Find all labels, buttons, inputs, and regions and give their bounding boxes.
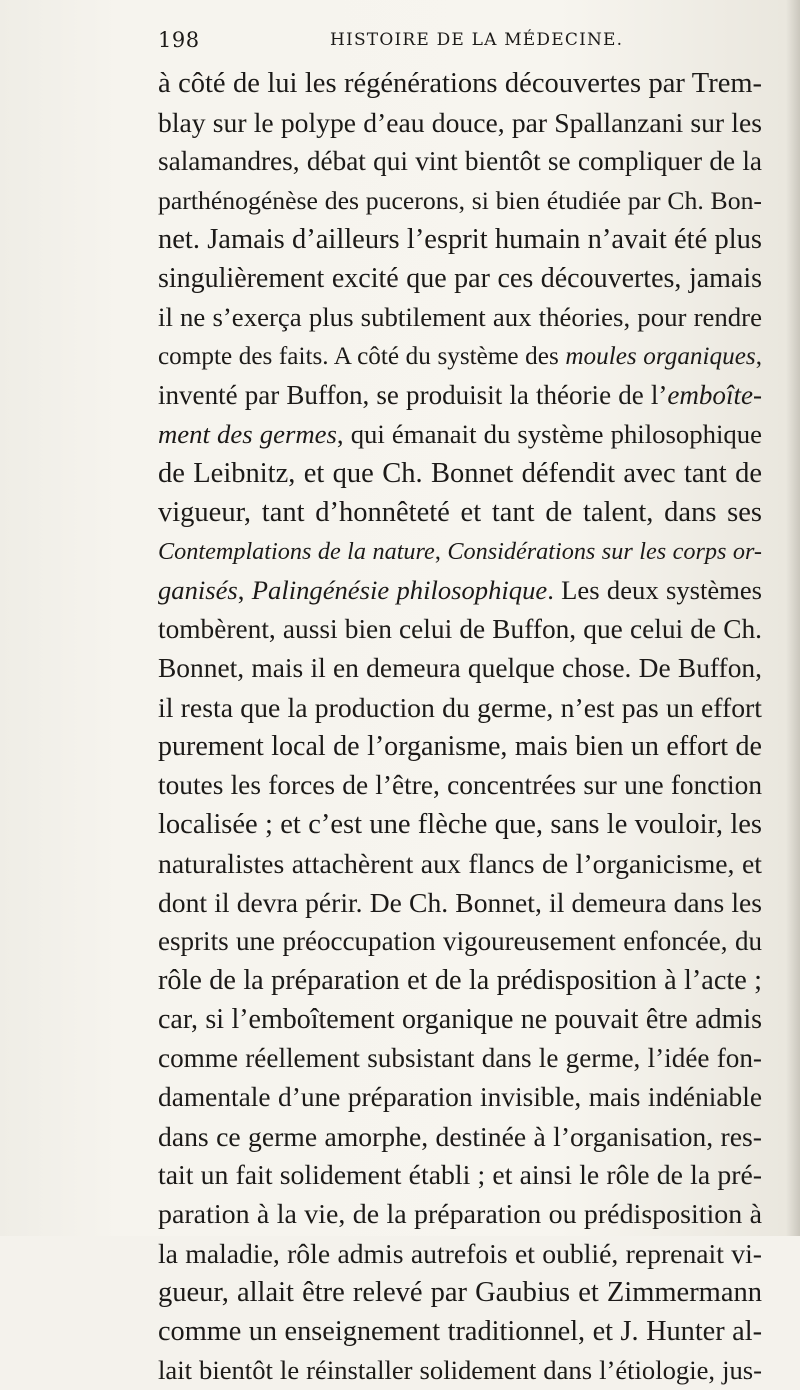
text-line [158, 532, 762, 571]
text-line [158, 688, 762, 727]
italic-text: Contemplations de la nature [158, 538, 435, 565]
text-line [158, 727, 762, 766]
text-segment: tombèrent, aussi bien celui de Buffon, que celui de Ch. [158, 614, 762, 644]
text-segment: singulièrement excité que par ces découvertes, jamais [158, 263, 762, 294]
italic-text: moules organiques [565, 343, 756, 370]
text-line [158, 766, 762, 805]
text-segment: naturalistes attachèrent aux flancs de l’organicisme, et [158, 848, 762, 879]
page-edge-shadow [786, 0, 800, 1236]
text-line [158, 610, 762, 649]
text-line [158, 844, 762, 883]
text-line [158, 805, 762, 844]
text-line [158, 454, 762, 493]
text-segment: paration à la vie, de la préparation ou prédisposition à [158, 1199, 762, 1230]
text-line [158, 1039, 762, 1078]
text-segment: inventé par Buffon, se produisit la théorie de l’ [158, 380, 668, 410]
text-line [158, 181, 762, 220]
text-line [158, 220, 762, 259]
text-segment: purement local de l’organisme, mais bien un effort de [158, 731, 762, 762]
text-segment: comme réellement subsistant dans le germe, l’idée fon- [158, 1043, 762, 1073]
text-line [158, 1234, 762, 1273]
text-line [158, 571, 762, 610]
page-number: 198 [158, 28, 200, 52]
text-segment: dont il devra périr. De Ch. Bonnet, il demeura dans les [158, 887, 762, 918]
text-segment: damentale d’une préparation invisible, mais indéniable [158, 1082, 762, 1112]
text-line [158, 1000, 762, 1039]
page-header [158, 28, 758, 56]
text-segment: vigueur, tant d’honnêteté et tant de talent, dans ses [158, 497, 762, 528]
text-line [158, 64, 762, 103]
text-line [158, 1273, 762, 1312]
text-segment: , [755, 343, 762, 370]
italic-text: Considérations sur les corps or- [447, 538, 762, 565]
text-line [158, 649, 762, 688]
text-segment: il resta que la production du germe, n’est pas un effort [158, 692, 762, 723]
text-segment: lait bientôt le réinstaller solidement dans l’étiologie, jus- [158, 1355, 762, 1385]
text-line [158, 415, 762, 454]
text-segment: Bonnet, mais il en demeura quelque chose. De Buffon, [158, 653, 762, 683]
text-segment: . Les deux systèmes [547, 575, 762, 605]
text-line [158, 337, 762, 376]
italic-text: ganisés [158, 575, 238, 605]
text-line [158, 883, 762, 922]
text-segment: car, si l’emboîtement organique ne pouvait être admis [158, 1004, 762, 1035]
text-line [158, 1156, 762, 1195]
running-title: HISTOIRE DE LA MÉDECINE. [330, 30, 624, 50]
text-segment: à côté de lui les régénérations découvertes par Trem- [158, 68, 762, 99]
italic-text: ment des germes [158, 419, 337, 449]
text-segment: , qui émanait du système philosophique [336, 419, 762, 449]
text-line [158, 142, 762, 181]
text-segment: gueur, allait être relevé par Gaubius et Zimmermann [158, 1277, 762, 1308]
text-line [158, 259, 762, 298]
text-line [158, 493, 762, 532]
text-segment: , [237, 575, 252, 605]
text-segment: net. Jamais d’ailleurs l’esprit humain n’avait été plus [158, 224, 762, 255]
text-line [158, 1078, 762, 1117]
text-segment: , [434, 538, 448, 565]
italic-text: Palingénésie philosophique [251, 575, 548, 605]
text-line [158, 298, 762, 337]
text-segment: salamandres, débat qui vint bientôt se compliquer de la [158, 146, 762, 176]
text-line [158, 1117, 762, 1156]
text-segment: dans ce germe amorphe, destinée à l’organisation, res- [158, 1121, 762, 1152]
text-segment: il ne s’exerça plus subtilement aux théories, pour rendre [158, 302, 762, 332]
text-segment: comme un enseignement traditionnel, et J. Hunter al- [158, 1316, 762, 1347]
text-line [158, 961, 762, 1000]
body-text [158, 64, 762, 1390]
text-segment: tait un fait solidement établi ; et ainsi le rôle de la pré- [158, 1160, 762, 1191]
text-segment: toutes les forces de l’être, concentrées sur une fonction [158, 770, 762, 800]
text-line [158, 1312, 762, 1351]
text-segment: parthénogénèse des pucerons, si bien étudiée par Ch. Bon- [158, 186, 762, 215]
text-segment: esprits une préoccupation vigoureusement enfoncée, du [158, 926, 762, 956]
text-line [158, 376, 762, 415]
text-segment: rôle de la préparation et de la prédisposition à l’acte ; [158, 965, 762, 996]
text-segment: blay sur le polype d’eau douce, par Spallanzani sur les [158, 107, 762, 138]
text-segment: compte des faits. A côté du système des [158, 343, 566, 370]
text-line [158, 922, 762, 961]
text-line [158, 103, 762, 142]
text-segment: la maladie, rôle admis autrefois et oublié, reprenait vi- [158, 1238, 762, 1269]
text-line [158, 1195, 762, 1234]
text-line [158, 1351, 762, 1390]
italic-text: emboîte- [667, 380, 762, 410]
text-segment: de Leibnitz, et que Ch. Bonnet défendit avec tant de [158, 458, 762, 489]
text-segment: localisée ; et c’est une flèche que, sans le vouloir, les [158, 809, 762, 840]
